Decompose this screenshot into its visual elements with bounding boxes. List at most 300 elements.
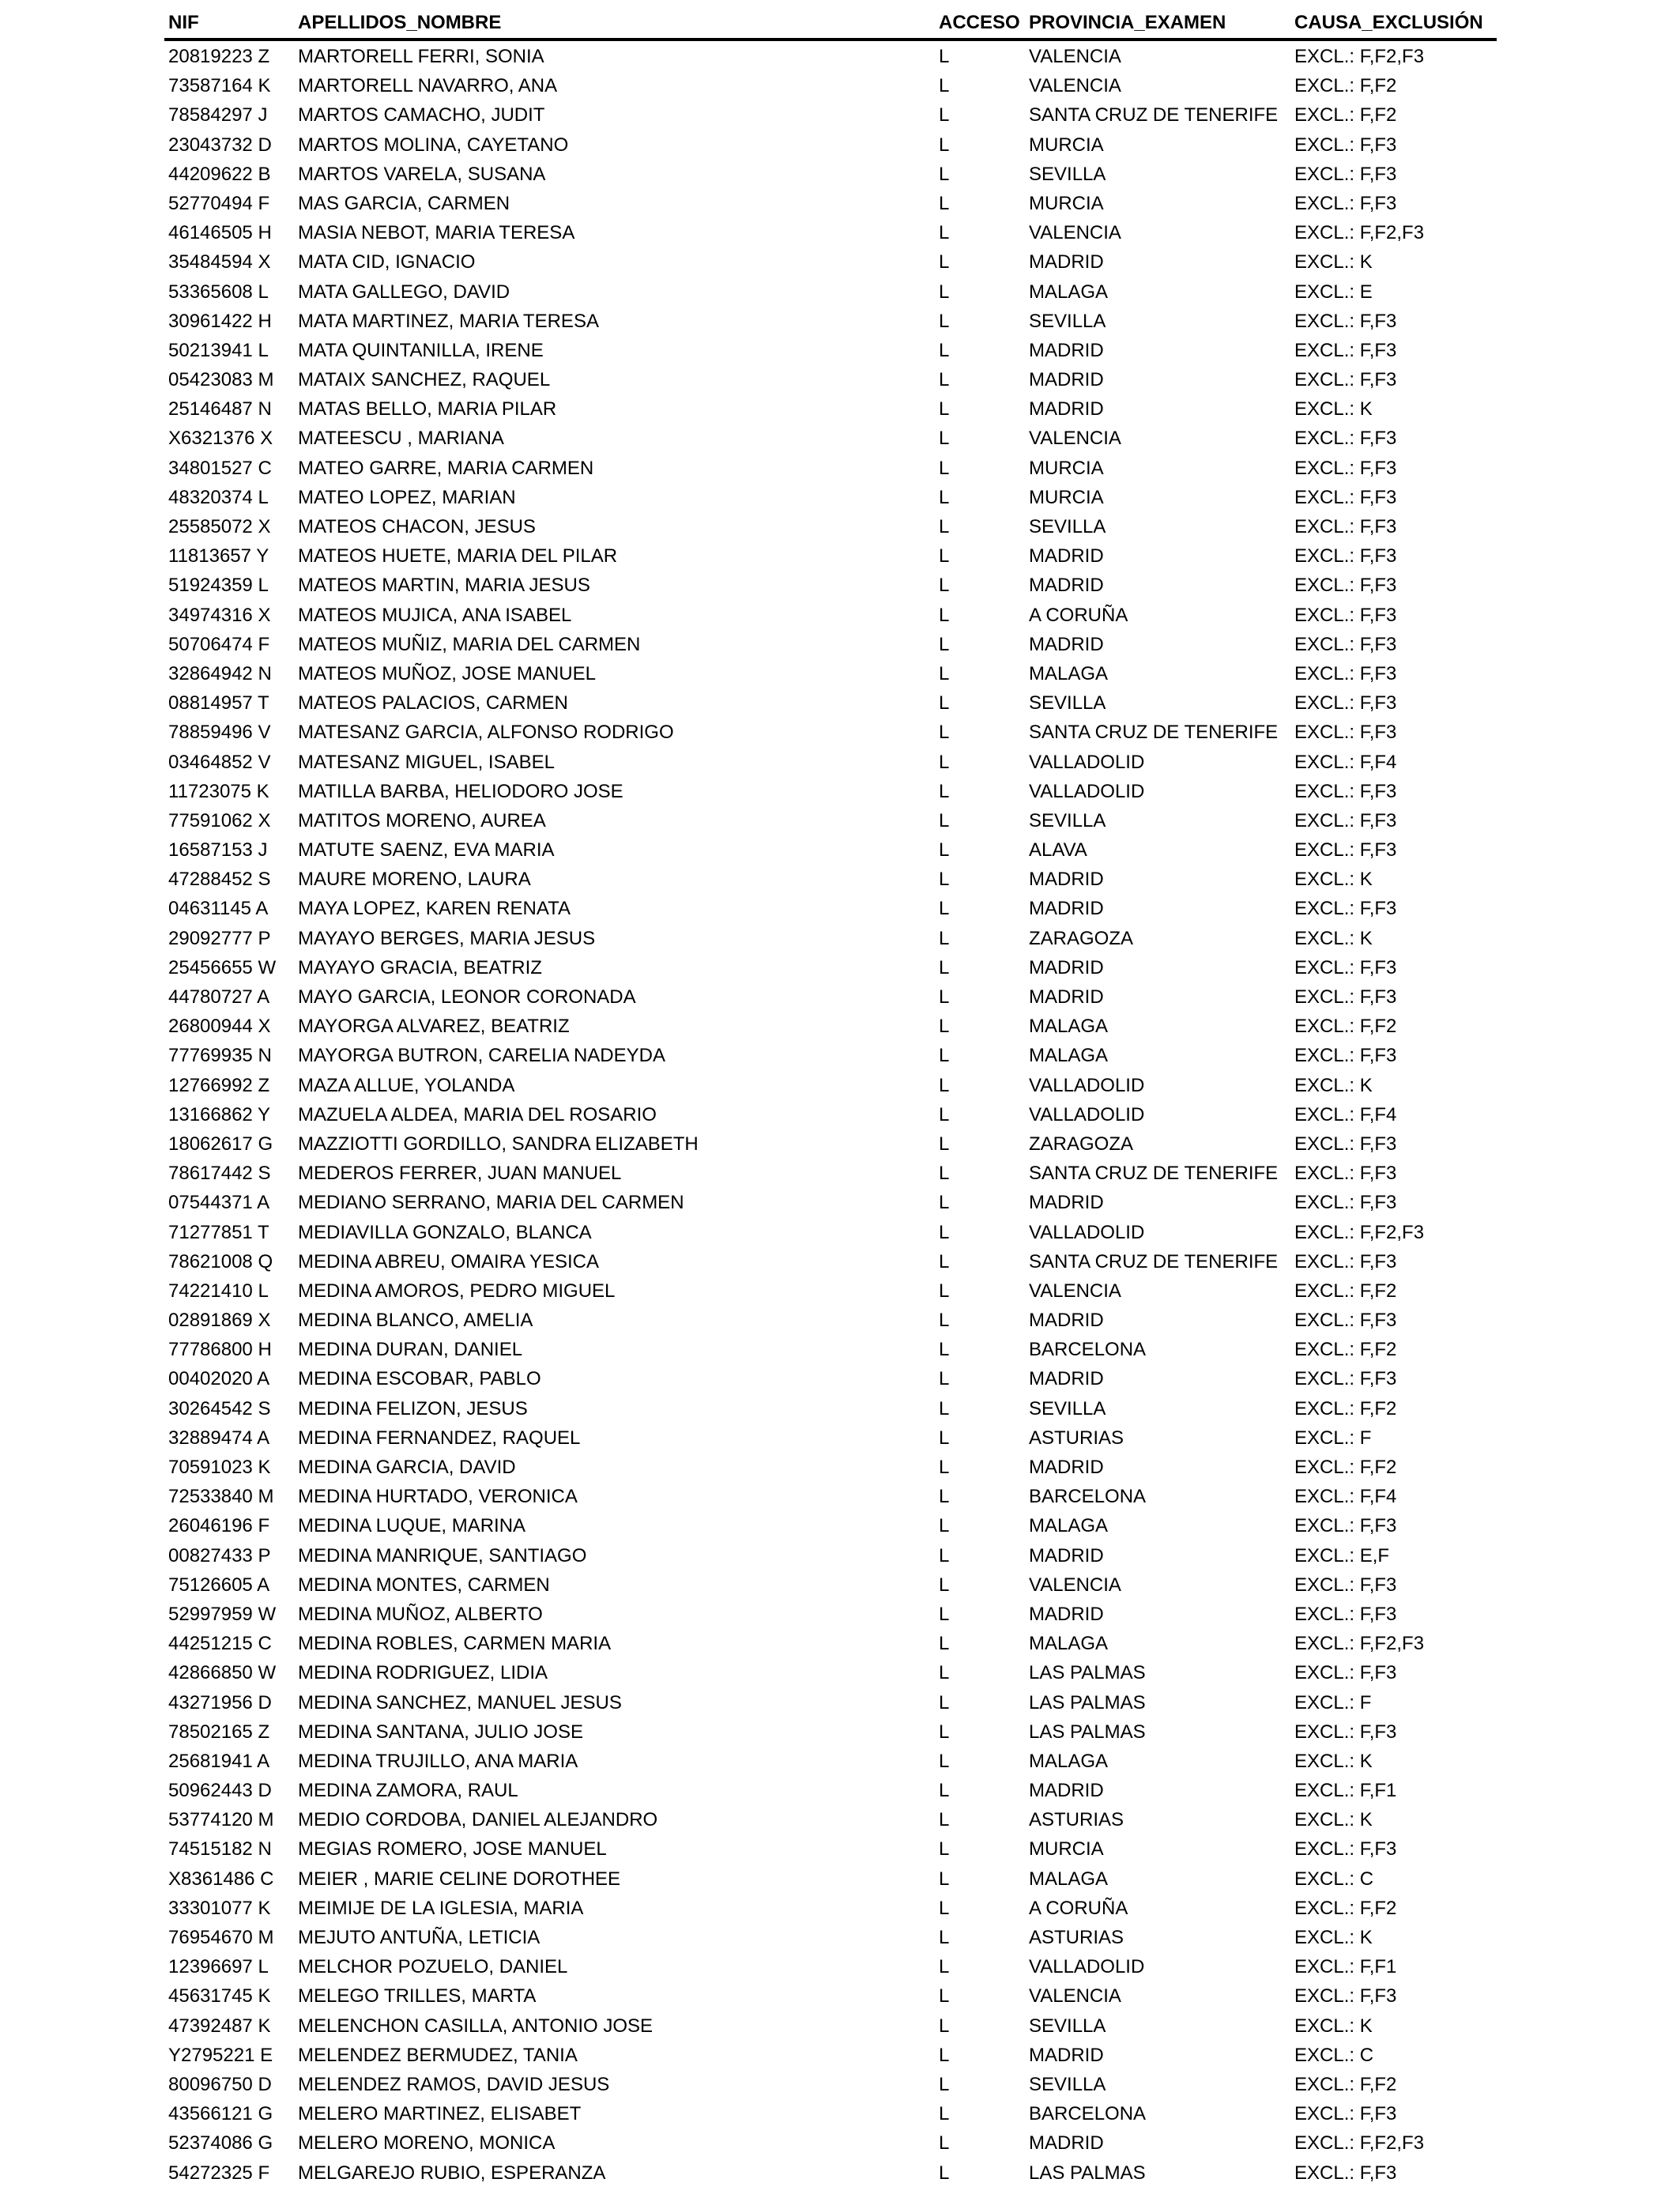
cell-causa-exclusion: EXCL.: F,F3: [1294, 1133, 1397, 1155]
cell-apellidos-nombre: MEDINA ESCOBAR, PABLO: [298, 1368, 541, 1390]
cell-causa-exclusion: EXCL.: F,F4: [1294, 1486, 1397, 1508]
cell-provincia-examen: MADRID: [1029, 1780, 1104, 1802]
cell-causa-exclusion: EXCL.: F,F3: [1294, 2162, 1397, 2184]
cell-causa-exclusion: EXCL.: F,F3: [1294, 1163, 1397, 1185]
table-row: [0, 1394, 1680, 1423]
cell-acceso: L: [939, 1544, 950, 1566]
cell-apellidos-nombre: MELENDEZ RAMOS, DAVID JESUS: [298, 2073, 610, 2095]
cell-provincia-examen: MADRID: [1029, 1544, 1104, 1566]
cell-provincia-examen: MALAGA: [1029, 281, 1109, 303]
cell-causa-exclusion: EXCL.: F,F3: [1294, 1192, 1397, 1214]
cell-apellidos-nombre: MEDINA TRUJILLO, ANA MARIA: [298, 1750, 578, 1772]
table-row: [0, 1834, 1680, 1864]
cell-provincia-examen: VALENCIA: [1029, 1280, 1121, 1302]
cell-provincia-examen: ZARAGOZA: [1029, 927, 1134, 949]
cell-causa-exclusion: EXCL.: F,F2: [1294, 1897, 1397, 1919]
cell-causa-exclusion: EXCL.: C: [1294, 1868, 1374, 1890]
cell-apellidos-nombre: MATEOS MUÑIZ, MARIA DEL CARMEN: [298, 633, 641, 655]
cell-provincia-examen: BARCELONA: [1029, 2103, 1147, 2125]
cell-provincia-examen: LAS PALMAS: [1029, 1691, 1146, 1713]
header-provincia-examen: PROVINCIA_EXAMEN: [1029, 12, 1226, 33]
table-row: [0, 1570, 1680, 1600]
cell-acceso: L: [939, 545, 950, 567]
cell-causa-exclusion: EXCL.: F,F3: [1294, 956, 1397, 978]
cell-causa-exclusion: EXCL.: F,F3: [1294, 516, 1397, 537]
cell-acceso: L: [939, 163, 950, 185]
cell-nif: 35484594 X: [168, 251, 271, 273]
cell-acceso: L: [939, 722, 950, 744]
cell-provincia-examen: SANTA CRUZ DE TENERIFE: [1029, 722, 1279, 744]
table-row: [0, 1747, 1680, 1776]
cell-provincia-examen: ASTURIAS: [1029, 1809, 1124, 1831]
cell-apellidos-nombre: MEDINA LUQUE, MARINA: [298, 1515, 526, 1537]
cell-nif: 02891869 X: [168, 1310, 271, 1332]
cell-provincia-examen: MURCIA: [1029, 134, 1104, 156]
cell-acceso: L: [939, 46, 950, 67]
cell-nif: X8361486 C: [168, 1868, 274, 1890]
cell-acceso: L: [939, 75, 950, 97]
cell-acceso: L: [939, 898, 950, 920]
cell-apellidos-nombre: MEDINA DURAN, DANIEL: [298, 1339, 523, 1361]
cell-nif: 44251215 C: [168, 1633, 272, 1655]
cell-causa-exclusion: EXCL.: F,F3: [1294, 1250, 1397, 1272]
cell-acceso: L: [939, 1427, 950, 1449]
cell-causa-exclusion: EXCL.: F,F2: [1294, 1457, 1397, 1478]
cell-apellidos-nombre: MAYORGA ALVAREZ, BEATRIZ: [298, 1016, 570, 1038]
table-row: [0, 130, 1680, 160]
cell-nif: 29092777 P: [168, 927, 271, 949]
cell-apellidos-nombre: MEGIAS ROMERO, JOSE MANUEL: [298, 1838, 607, 1860]
cell-nif: 75126605 A: [168, 1574, 270, 1596]
table-row: [0, 218, 1680, 247]
cell-provincia-examen: SANTA CRUZ DE TENERIFE: [1029, 104, 1279, 126]
cell-nif: 18062617 G: [168, 1133, 273, 1155]
cell-nif: 45631745 K: [168, 1985, 271, 2007]
cell-apellidos-nombre: MATEOS MUÑOZ, JOSE MANUEL: [298, 662, 596, 684]
cell-apellidos-nombre: MATA GALLEGO, DAVID: [298, 281, 510, 303]
cell-nif: 16587153 J: [168, 839, 268, 861]
cell-provincia-examen: SANTA CRUZ DE TENERIFE: [1029, 1163, 1279, 1185]
cell-apellidos-nombre: MEDINA FERNANDEZ, RAQUEL: [298, 1427, 581, 1449]
table-row: [0, 2128, 1680, 2158]
cell-acceso: L: [939, 1985, 950, 2007]
cell-provincia-examen: ASTURIAS: [1029, 1927, 1124, 1948]
header-divider: [164, 38, 1497, 41]
cell-apellidos-nombre: MAYO GARCIA, LEONOR CORONADA: [298, 986, 636, 1008]
cell-provincia-examen: MADRID: [1029, 339, 1104, 361]
table-row: [0, 1276, 1680, 1306]
cell-acceso: L: [939, 428, 950, 450]
cell-nif: 51924359 L: [168, 575, 269, 597]
cell-nif: 48320374 L: [168, 486, 269, 508]
cell-apellidos-nombre: MELERO MORENO, MONICA: [298, 2132, 556, 2154]
table-row: [0, 571, 1680, 600]
cell-provincia-examen: VALLADOLID: [1029, 1103, 1145, 1125]
cell-nif: 76954670 M: [168, 1927, 274, 1948]
cell-provincia-examen: MADRID: [1029, 986, 1104, 1008]
cell-apellidos-nombre: MAYAYO GRACIA, BEATRIZ: [298, 956, 542, 978]
table-row: [0, 924, 1680, 953]
cell-nif: 80096750 D: [168, 2073, 272, 2095]
table-row: [0, 718, 1680, 747]
cell-acceso: L: [939, 457, 950, 479]
cell-causa-exclusion: EXCL.: F,F3: [1294, 1515, 1397, 1537]
cell-nif: 34974316 X: [168, 604, 271, 626]
cell-causa-exclusion: EXCL.: F,F3: [1294, 633, 1397, 655]
cell-acceso: L: [939, 310, 950, 332]
cell-acceso: L: [939, 1103, 950, 1125]
cell-provincia-examen: MADRID: [1029, 2044, 1104, 2066]
cell-causa-exclusion: EXCL.: F,F3: [1294, 369, 1397, 391]
cell-provincia-examen: MADRID: [1029, 633, 1104, 655]
cell-provincia-examen: MADRID: [1029, 575, 1104, 597]
cell-acceso: L: [939, 604, 950, 626]
cell-provincia-examen: BARCELONA: [1029, 1486, 1147, 1508]
table-row: [0, 982, 1680, 1012]
cell-acceso: L: [939, 2132, 950, 2154]
table-row: [0, 394, 1680, 424]
cell-provincia-examen: MADRID: [1029, 545, 1104, 567]
cell-provincia-examen: VALLADOLID: [1029, 1221, 1145, 1243]
cell-nif: 77591062 X: [168, 809, 271, 831]
cell-apellidos-nombre: MASIA NEBOT, MARIA TERESA: [298, 222, 575, 244]
cell-apellidos-nombre: MEDINA MUÑOZ, ALBERTO: [298, 1603, 543, 1625]
header-acceso: ACCESO: [939, 12, 1020, 33]
cell-provincia-examen: MALAGA: [1029, 1750, 1109, 1772]
cell-acceso: L: [939, 869, 950, 891]
table-row: [0, 247, 1680, 277]
cell-acceso: L: [939, 1221, 950, 1243]
cell-provincia-examen: MALAGA: [1029, 1868, 1109, 1890]
cell-nif: 20819223 Z: [168, 46, 270, 67]
cell-nif: 32864942 N: [168, 662, 272, 684]
cell-causa-exclusion: EXCL.: F,F2,F3: [1294, 2132, 1425, 2154]
header-nif: NIF: [168, 12, 199, 33]
cell-apellidos-nombre: MATESANZ GARCIA, ALFONSO RODRIGO: [298, 722, 674, 744]
cell-nif: 07544371 A: [168, 1192, 270, 1214]
cell-acceso: L: [939, 751, 950, 773]
cell-acceso: L: [939, 575, 950, 597]
cell-apellidos-nombre: MEDINA FELIZON, JESUS: [298, 1397, 528, 1419]
cell-causa-exclusion: EXCL.: K: [1294, 1750, 1373, 1772]
cell-nif: 53774120 M: [168, 1809, 274, 1831]
cell-causa-exclusion: EXCL.: F,F3: [1294, 692, 1397, 714]
cell-provincia-examen: VALENCIA: [1029, 75, 1121, 97]
cell-apellidos-nombre: MELCHOR POZUELO, DANIEL: [298, 1956, 568, 1978]
cell-provincia-examen: SEVILLA: [1029, 163, 1106, 185]
table-row: [0, 336, 1680, 365]
cell-provincia-examen: MADRID: [1029, 1603, 1104, 1625]
cell-acceso: L: [939, 516, 950, 537]
cell-causa-exclusion: EXCL.: F,F3: [1294, 2103, 1397, 2125]
cell-causa-exclusion: EXCL.: F,F2,F3: [1294, 1633, 1425, 1655]
cell-causa-exclusion: EXCL.: F,F3: [1294, 428, 1397, 450]
table-row: [0, 1658, 1680, 1687]
table-row: [0, 1364, 1680, 1393]
cell-provincia-examen: ALAVA: [1029, 839, 1087, 861]
cell-nif: 42866850 W: [168, 1662, 277, 1684]
table-row: [0, 1218, 1680, 1247]
cell-apellidos-nombre: MEDINA BLANCO, AMELIA: [298, 1310, 533, 1332]
table-row: [0, 365, 1680, 394]
table-body: [0, 42, 1680, 2188]
cell-acceso: L: [939, 2162, 950, 2184]
cell-apellidos-nombre: MATEO GARRE, MARIA CARMEN: [298, 457, 594, 479]
cell-acceso: L: [939, 1045, 950, 1067]
cell-acceso: L: [939, 104, 950, 126]
table-row: [0, 71, 1680, 100]
cell-apellidos-nombre: MAYA LOPEZ, KAREN RENATA: [298, 898, 571, 920]
cell-nif: 11813657 Y: [168, 545, 269, 567]
cell-acceso: L: [939, 1515, 950, 1537]
cell-nif: 30264542 S: [168, 1397, 271, 1419]
cell-provincia-examen: MURCIA: [1029, 1838, 1104, 1860]
cell-nif: 25585072 X: [168, 516, 271, 537]
cell-apellidos-nombre: MEIMIJE DE LA IGLESIA, MARIA: [298, 1897, 584, 1919]
cell-acceso: L: [939, 1574, 950, 1596]
table-row: [0, 1159, 1680, 1188]
cell-acceso: L: [939, 1927, 950, 1948]
cell-apellidos-nombre: MAS GARCIA, CARMEN: [298, 192, 510, 214]
cell-apellidos-nombre: MELENDEZ BERMUDEZ, TANIA: [298, 2044, 578, 2066]
cell-apellidos-nombre: MATA CID, IGNACIO: [298, 251, 476, 273]
table-row: [0, 160, 1680, 189]
cell-apellidos-nombre: MEDINA MANRIQUE, SANTIAGO: [298, 1544, 587, 1566]
cell-causa-exclusion: EXCL.: F,F3: [1294, 1603, 1397, 1625]
table-row: [0, 894, 1680, 923]
table-row: [0, 42, 1680, 71]
table-row: [0, 2011, 1680, 2041]
cell-provincia-examen: SEVILLA: [1029, 2073, 1106, 2095]
cell-nif: 26046196 F: [168, 1515, 270, 1537]
table-row: [0, 1306, 1680, 1335]
cell-acceso: L: [939, 1133, 950, 1155]
cell-acceso: L: [939, 1192, 950, 1214]
cell-apellidos-nombre: MATEOS HUETE, MARIA DEL PILAR: [298, 545, 618, 567]
cell-provincia-examen: SEVILLA: [1029, 310, 1106, 332]
cell-nif: 04631145 A: [168, 898, 269, 920]
table-row: [0, 454, 1680, 483]
table-row: [0, 1100, 1680, 1129]
cell-apellidos-nombre: MATESANZ MIGUEL, ISABEL: [298, 751, 555, 773]
table-row: [0, 541, 1680, 571]
cell-acceso: L: [939, 2103, 950, 2125]
cell-acceso: L: [939, 251, 950, 273]
cell-acceso: L: [939, 2044, 950, 2066]
cell-nif: 74515182 N: [168, 1838, 272, 1860]
table-row: [0, 1129, 1680, 1159]
cell-acceso: L: [939, 692, 950, 714]
cell-causa-exclusion: EXCL.: F,F3: [1294, 575, 1397, 597]
table-row: [0, 630, 1680, 659]
cell-acceso: L: [939, 369, 950, 391]
cell-apellidos-nombre: MARTOS CAMACHO, JUDIT: [298, 104, 545, 126]
cell-causa-exclusion: EXCL.: C: [1294, 2044, 1374, 2066]
table-row: [0, 748, 1680, 777]
cell-provincia-examen: MURCIA: [1029, 457, 1104, 479]
table-row: [0, 189, 1680, 218]
cell-acceso: L: [939, 1368, 950, 1390]
cell-provincia-examen: VALENCIA: [1029, 46, 1121, 67]
table-row: [0, 659, 1680, 688]
cell-causa-exclusion: EXCL.: F,F1: [1294, 1780, 1397, 1802]
cell-provincia-examen: MADRID: [1029, 2132, 1104, 2154]
cell-acceso: L: [939, 809, 950, 831]
cell-apellidos-nombre: MARTORELL NAVARRO, ANA: [298, 75, 558, 97]
cell-nif: 52770494 F: [168, 192, 270, 214]
cell-nif: 70591023 K: [168, 1457, 271, 1478]
cell-provincia-examen: VALENCIA: [1029, 428, 1121, 450]
cell-provincia-examen: VALENCIA: [1029, 222, 1121, 244]
cell-acceso: L: [939, 1163, 950, 1185]
table-row: [0, 1247, 1680, 1276]
cell-apellidos-nombre: MATEOS MARTIN, MARIA JESUS: [298, 575, 590, 597]
cell-apellidos-nombre: MARTORELL FERRI, SONIA: [298, 46, 544, 67]
cell-nif: 26800944 X: [168, 1016, 271, 1038]
cell-nif: 11723075 K: [168, 780, 269, 802]
cell-acceso: L: [939, 1310, 950, 1332]
cell-provincia-examen: MALAGA: [1029, 1633, 1109, 1655]
cell-provincia-examen: MADRID: [1029, 398, 1104, 420]
table-row: [0, 1894, 1680, 1923]
table-row: [0, 424, 1680, 453]
cell-provincia-examen: MALAGA: [1029, 662, 1109, 684]
cell-nif: 03464852 V: [168, 751, 271, 773]
cell-provincia-examen: VALLADOLID: [1029, 1956, 1145, 1978]
cell-acceso: L: [939, 1662, 950, 1684]
cell-acceso: L: [939, 1603, 950, 1625]
cell-nif: 44780727 A: [168, 986, 270, 1008]
cell-nif: 77769935 N: [168, 1045, 272, 1067]
cell-nif: 78584297 J: [168, 104, 268, 126]
cell-apellidos-nombre: MATA MARTINEZ, MARIA TERESA: [298, 310, 599, 332]
cell-provincia-examen: VALLADOLID: [1029, 751, 1145, 773]
cell-provincia-examen: MADRID: [1029, 1192, 1104, 1214]
cell-apellidos-nombre: MARTOS VARELA, SUSANA: [298, 163, 546, 185]
cell-nif: 74221410 L: [168, 1280, 269, 1302]
cell-provincia-examen: BARCELONA: [1029, 1339, 1147, 1361]
cell-causa-exclusion: EXCL.: F,F2,F3: [1294, 222, 1425, 244]
cell-acceso: L: [939, 662, 950, 684]
cell-acceso: L: [939, 398, 950, 420]
cell-apellidos-nombre: MARTOS MOLINA, CAYETANO: [298, 134, 569, 156]
cell-causa-exclusion: EXCL.: F,F3: [1294, 310, 1397, 332]
cell-acceso: L: [939, 2015, 950, 2037]
table-row: [0, 2158, 1680, 2188]
cell-nif: 78621008 Q: [168, 1250, 273, 1272]
cell-provincia-examen: VALENCIA: [1029, 1985, 1121, 2007]
table-row: [0, 1423, 1680, 1453]
cell-apellidos-nombre: MATEOS CHACON, JESUS: [298, 516, 536, 537]
cell-apellidos-nombre: MEDEROS FERRER, JUAN MANUEL: [298, 1163, 622, 1185]
cell-apellidos-nombre: MEDINA ROBLES, CARMEN MARIA: [298, 1633, 612, 1655]
cell-provincia-examen: A CORUÑA: [1029, 604, 1128, 626]
cell-causa-exclusion: EXCL.: F,F3: [1294, 1662, 1397, 1684]
cell-causa-exclusion: EXCL.: F,F1: [1294, 1956, 1397, 1978]
cell-acceso: L: [939, 1780, 950, 1802]
cell-causa-exclusion: EXCL.: F,F2,F3: [1294, 46, 1425, 67]
cell-nif: 34801527 C: [168, 457, 272, 479]
cell-causa-exclusion: EXCL.: F,F3: [1294, 457, 1397, 479]
cell-causa-exclusion: EXCL.: F,F2: [1294, 75, 1397, 97]
cell-apellidos-nombre: MAZA ALLUE, YOLANDA: [298, 1074, 515, 1096]
cell-acceso: L: [939, 1633, 950, 1655]
cell-acceso: L: [939, 1016, 950, 1038]
cell-provincia-examen: MADRID: [1029, 369, 1104, 391]
cell-nif: 00827433 P: [168, 1544, 271, 1566]
cell-apellidos-nombre: MATAIX SANCHEZ, RAQUEL: [298, 369, 551, 391]
cell-causa-exclusion: EXCL.: F,F3: [1294, 839, 1397, 861]
cell-acceso: L: [939, 339, 950, 361]
cell-provincia-examen: SEVILLA: [1029, 809, 1106, 831]
table-row: [0, 835, 1680, 865]
cell-provincia-examen: LAS PALMAS: [1029, 1721, 1146, 1743]
cell-nif: 23043732 D: [168, 134, 272, 156]
cell-provincia-examen: VALENCIA: [1029, 1574, 1121, 1596]
cell-causa-exclusion: EXCL.: F,F3: [1294, 809, 1397, 831]
cell-apellidos-nombre: MATEO LOPEZ, MARIAN: [298, 486, 516, 508]
cell-nif: 13166862 Y: [168, 1103, 271, 1125]
cell-nif: 54272325 F: [168, 2162, 270, 2184]
cell-apellidos-nombre: MATUTE SAENZ, EVA MARIA: [298, 839, 555, 861]
cell-causa-exclusion: EXCL.: K: [1294, 869, 1373, 891]
cell-provincia-examen: MADRID: [1029, 898, 1104, 920]
cell-apellidos-nombre: MEDINA ABREU, OMAIRA YESICA: [298, 1250, 599, 1272]
cell-apellidos-nombre: MELENCHON CASILLA, ANTONIO JOSE: [298, 2015, 654, 2037]
cell-causa-exclusion: EXCL.: F,F3: [1294, 1721, 1397, 1743]
cell-causa-exclusion: EXCL.: F,F2: [1294, 1397, 1397, 1419]
cell-provincia-examen: MURCIA: [1029, 486, 1104, 508]
table-row: [0, 1981, 1680, 2011]
table-row: [0, 1717, 1680, 1747]
cell-acceso: L: [939, 1750, 950, 1772]
cell-causa-exclusion: EXCL.: F,F3: [1294, 604, 1397, 626]
cell-nif: 47392487 K: [168, 2015, 271, 2037]
cell-apellidos-nombre: MEDINA SANCHEZ, MANUEL JESUS: [298, 1691, 622, 1713]
cell-apellidos-nombre: MATILLA BARBA, HELIODORO JOSE: [298, 780, 623, 802]
cell-acceso: L: [939, 1339, 950, 1361]
table-row: [0, 512, 1680, 541]
table-row: [0, 1805, 1680, 1834]
cell-causa-exclusion: EXCL.: E: [1294, 281, 1373, 303]
cell-apellidos-nombre: MAYORGA BUTRON, CARELIA NADEYDA: [298, 1045, 665, 1067]
cell-causa-exclusion: EXCL.: F,F3: [1294, 134, 1397, 156]
cell-provincia-examen: SEVILLA: [1029, 692, 1106, 714]
cell-nif: 30961422 H: [168, 310, 272, 332]
cell-provincia-examen: VALLADOLID: [1029, 780, 1145, 802]
table-row: [0, 2099, 1680, 2128]
cell-acceso: L: [939, 1457, 950, 1478]
cell-nif: 46146505 H: [168, 222, 272, 244]
table-row: [0, 1012, 1680, 1041]
cell-nif: 47288452 S: [168, 869, 271, 891]
cell-nif: 52374086 G: [168, 2132, 273, 2154]
cell-causa-exclusion: EXCL.: K: [1294, 1809, 1373, 1831]
table-row: [0, 1688, 1680, 1717]
cell-provincia-examen: A CORUÑA: [1029, 1897, 1128, 1919]
header-causa-exclusion: CAUSA_EXCLUSIÓN: [1294, 12, 1483, 33]
table-row: [0, 1776, 1680, 1805]
table-row: [0, 953, 1680, 982]
cell-causa-exclusion: EXCL.: F,F3: [1294, 722, 1397, 744]
cell-causa-exclusion: EXCL.: F: [1294, 1691, 1372, 1713]
cell-acceso: L: [939, 1691, 950, 1713]
cell-provincia-examen: LAS PALMAS: [1029, 2162, 1146, 2184]
cell-nif: 25146487 N: [168, 398, 272, 420]
cell-acceso: L: [939, 780, 950, 802]
cell-acceso: L: [939, 1250, 950, 1272]
cell-causa-exclusion: EXCL.: F,F2: [1294, 2073, 1397, 2095]
